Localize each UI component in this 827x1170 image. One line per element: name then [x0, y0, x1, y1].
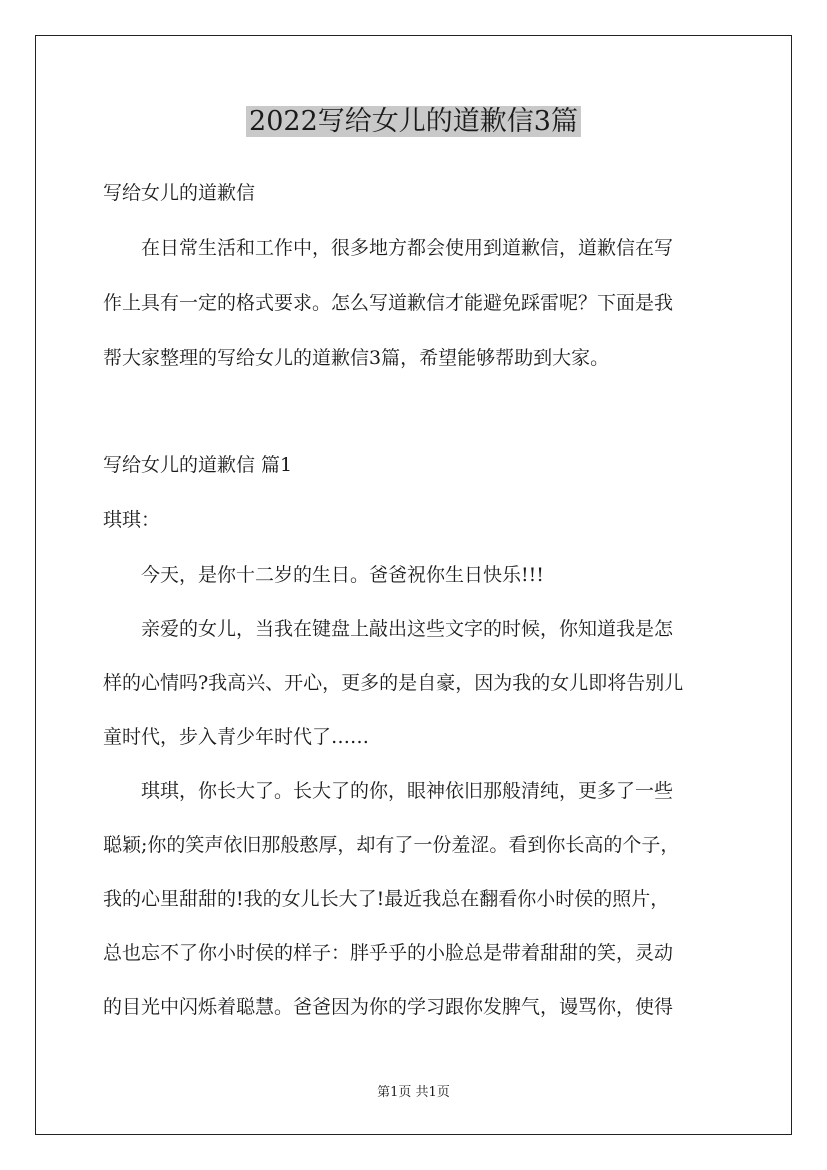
- para1-line-1: 亲爱的女儿，当我在键盘上敲出这些文字的时候，你知道我是怎: [141, 618, 674, 640]
- document-subtitle: 写给女儿的道歉信: [103, 182, 256, 204]
- page-footer: 第1页 共1页: [377, 1085, 450, 1100]
- greeting-line: 今天，是你十二岁的生日。爸爸祝你生日快乐!!!: [141, 564, 544, 586]
- salutation: 琪琪：: [103, 509, 161, 531]
- para2-line-5: 的目光中闪烁着聪慧。爸爸因为你的学习跟你发脾气，谩骂你，使得: [103, 996, 674, 1018]
- para1-line-2: 样的心情吗?我高兴、开心，更多的是自豪，因为我的女儿即将告别儿: [103, 672, 684, 694]
- para2-line-2: 聪颖;你的笑声依旧那般憨厚，却有了一份羞涩。看到你长高的个子，: [103, 834, 680, 856]
- para2-line-1: 琪琪，你长大了。长大了的你，眼神依旧那般清纯，更多了一些: [141, 780, 674, 802]
- para2-line-3: 我的心里甜甜的!我的女儿长大了!最近我总在翻看你小时侯的照片，: [103, 888, 670, 910]
- intro-line-1: 在日常生活和工作中，很多地方都会使用到道歉信，道歉信在写: [141, 237, 674, 259]
- intro-line-3: 帮大家整理的写给女儿的道歉信3篇，希望能够帮助到大家。: [103, 347, 610, 369]
- section-heading: 写给女儿的道歉信 篇1: [103, 454, 293, 476]
- para1-line-3: 童时代，步入青少年时代了……: [103, 726, 370, 748]
- document-title: 2022写给女儿的道歉信3篇: [0, 100, 827, 144]
- para2-line-4: 总也忘不了你小时侯的样子：胖乎乎的小脸总是带着甜甜的笑，灵动: [103, 942, 674, 964]
- intro-line-2: 作上具有一定的格式要求。怎么写道歉信才能避免踩雷呢？下面是我: [103, 292, 674, 314]
